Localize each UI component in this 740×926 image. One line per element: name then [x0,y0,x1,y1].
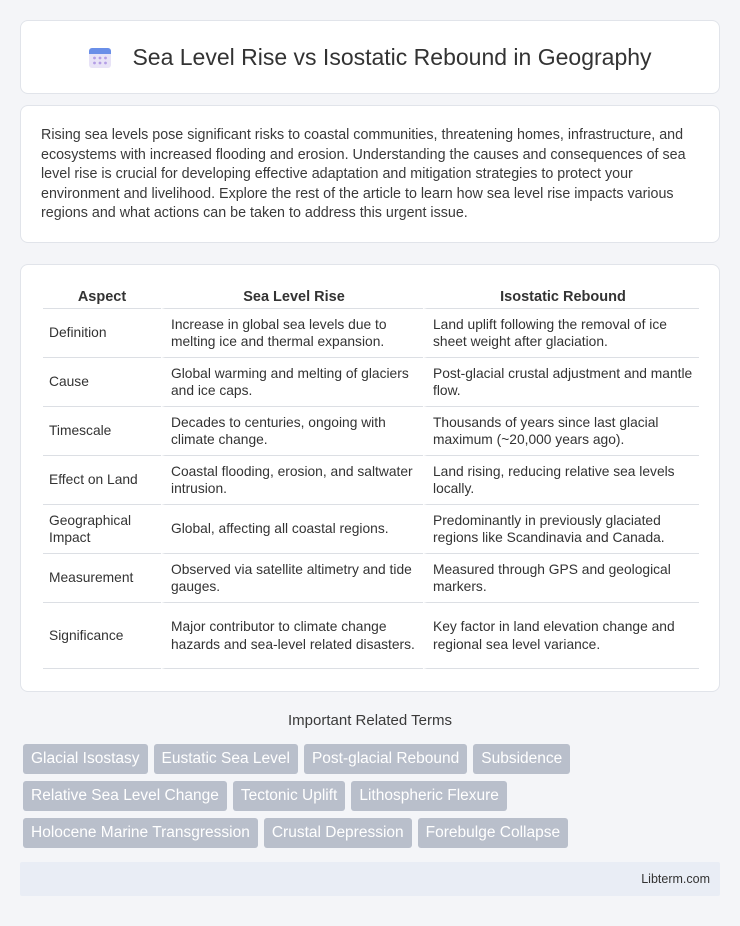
table-cell-isostatic-rebound: Thousands of years since last glacial maximum (~20,000 years ago). [423,407,699,456]
column-header-isostatic-rebound: Isostatic Rebound [423,287,699,309]
comparison-card [20,264,720,692]
tag-row [23,744,723,774]
table-cell-isostatic-rebound: Predominantly in previously glaciated regions like Scandinavia and Canada. [423,505,699,554]
column-header-aspect: Aspect [43,287,161,309]
table-header-row [43,287,699,309]
table-cell-sea-level-rise: Increase in global sea levels due to melting ice and thermal expansion. [161,309,423,358]
term-tag[interactable]: Eustatic Sea Level [154,744,298,774]
table-cell-sea-level-rise: Coastal flooding, erosion, and saltwater intrusion. [161,456,423,505]
term-tag[interactable]: Lithospheric Flexure [351,781,507,811]
term-tag[interactable]: Crustal Depression [264,818,412,848]
table-cell-isostatic-rebound: Land uplift following the removal of ice sheet weight after glaciation. [423,309,699,358]
term-tag[interactable]: Post-glacial Rebound [304,744,467,774]
table-row [43,358,699,407]
table-cell-aspect: Effect on Land [43,456,161,505]
related-terms-heading: Important Related Terms [288,712,452,729]
header-card [20,20,720,94]
table-cell-aspect: Timescale [43,407,161,456]
tag-row [23,818,723,848]
table-cell-isostatic-rebound: Post-glacial crustal adjustment and mantle flow. [423,358,699,407]
table-cell-aspect: Measurement [43,554,161,603]
table-cell-aspect: Definition [43,309,161,358]
table-cell-isostatic-rebound: Land rising, reducing relative sea levels locally. [423,456,699,505]
table-cell-aspect: Cause [43,358,161,407]
term-tag[interactable]: Tectonic Uplift [233,781,345,811]
footer-site-link[interactable]: Libterm.com [641,872,710,886]
page-title: Sea Level Rise vs Isostatic Rebound in Geography [132,43,652,70]
table-cell-sea-level-rise: Global warming and melting of glaciers and ice caps. [161,358,423,407]
table-row [43,456,699,505]
intro-paragraph: Rising sea levels pose significant risks to coastal communities, threatening homes, infrastructure, and ecosystems with increased flooding and erosion. Understanding the causes and consequences of sea level rise is crucial for developing effective adaptation and mitigation strategies to protect your environment and livelihood. Explore the rest of the article to learn how sea level rise impacts various regions and what actions can be taken to address this urgent issue. [41,127,686,222]
intro-card [20,105,720,243]
tag-row [23,781,723,811]
table-cell-sea-level-rise: Observed via satellite altimetry and tide gauges. [161,554,423,603]
table-cell-isostatic-rebound: Measured through GPS and geological markers. [423,554,699,603]
related-terms-list [23,744,723,855]
table-cell-sea-level-rise: Global, affecting all coastal regions. [161,505,423,554]
term-tag[interactable]: Subsidence [473,744,570,774]
table-cell-sea-level-rise: Major contributor to climate change hazards and sea-level related disasters. [161,603,423,669]
comparison-table [43,287,699,669]
table-row [43,603,699,669]
term-tag[interactable]: Relative Sea Level Change [23,781,227,811]
table-cell-sea-level-rise: Decades to centuries, ongoing with climate change. [161,407,423,456]
table-row [43,505,699,554]
table-row [43,407,699,456]
table-cell-aspect: Geographical Impact [43,505,161,554]
table-row [43,554,699,603]
table-row [43,309,699,358]
term-tag[interactable]: Holocene Marine Transgression [23,818,258,848]
footer [20,862,720,896]
column-header-sea-level-rise: Sea Level Rise [161,287,423,309]
table-cell-isostatic-rebound: Key factor in land elevation change and regional sea level variance. [423,603,699,669]
term-tag[interactable]: Forebulge Collapse [418,818,568,848]
term-tag[interactable]: Glacial Isostasy [23,744,148,774]
calendar-icon [88,45,112,69]
table-cell-aspect: Significance [43,603,161,669]
